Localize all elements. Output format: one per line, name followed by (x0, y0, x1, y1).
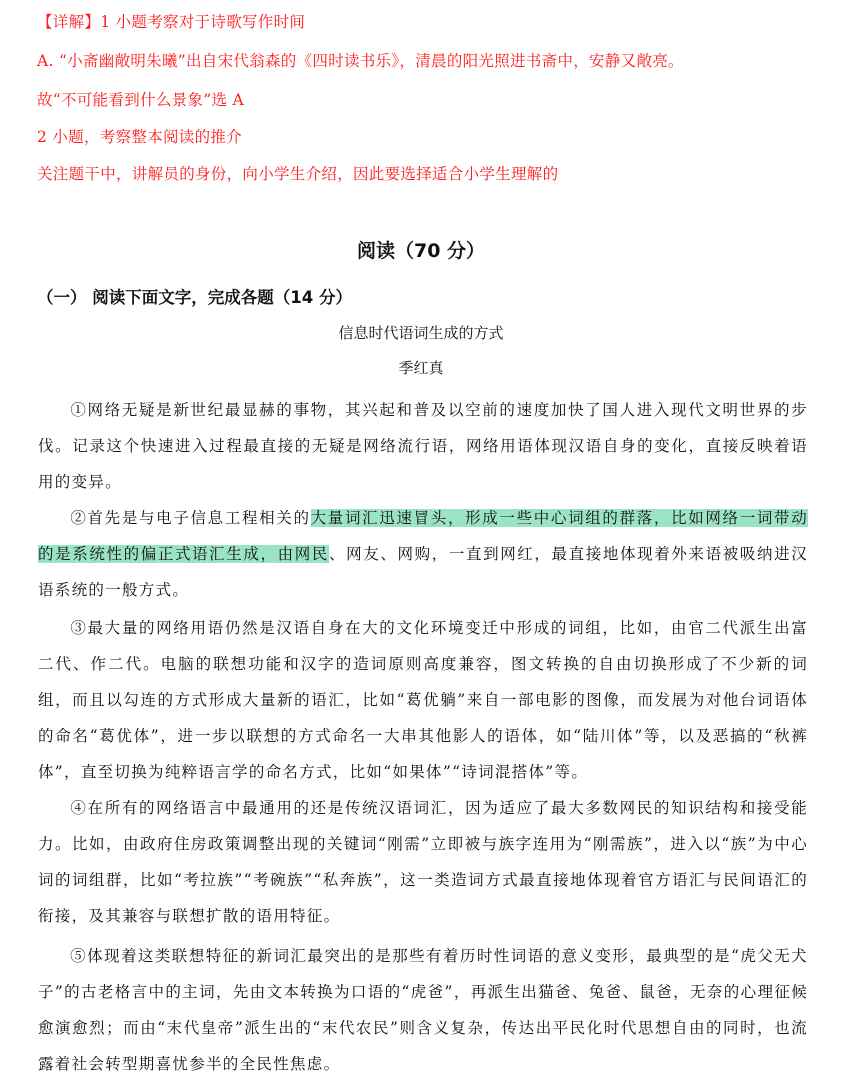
section-heading: （一） 阅读下面文字，完成各题（14 分） (37, 288, 352, 307)
paragraph-2-text-b: 、网友、网购，一直到网红，最直接地体现着外来语被吸纳进汉语系统的一般方式。 (38, 545, 808, 599)
paragraph-5-text: ⑤体现着这类联想特征的新词汇最突出的是那些有着历时性词语的意义变形，最典型的是“虎父无犬子”的古老格言中的主词，先由文本转换为口语的“虎爸”，再派生出猫爸、兔爸、鼠爸，无奈的心理征候愈演愈烈；而由“末代皇帝”派生出的“末代农民”则含义复杂，传达出平民化时代思想自由的同时，也流露着社会转型期喜忧参半的全民性焦虑。 (38, 947, 808, 1073)
paragraph-4-text: ④在所有的网络语言中最通用的还是传统汉语词汇，因为适应了最大多数网民的知识结构和接受能力。比如，由政府住房政策调整出现的关键词“刚需”立即被与族字连用为“刚需族”，进入以“族”为中心词的词组群，比如“考拉族”“考碗族”“私奔族”，这一类造词方式最直接地体现着官方语汇与民间语汇的衔接，及其兼容与联想扩散的语用特征。 (38, 799, 808, 925)
paragraph-2-text-a: ②首先是与电子信息工程相关的 (70, 509, 311, 527)
highlight-2: 形成一些中心词组的群落， (465, 509, 672, 527)
highlight-1: 大量词汇迅速冒头， (310, 509, 466, 527)
highlight-3: 比如网络一词带动的是系统性的偏正式语汇生成， (38, 509, 808, 563)
highlight-4: 由网民 (277, 545, 330, 563)
paragraph-1-text: ①网络无疑是新世纪最显赫的事物，其兴起和普及以空前的速度加快了国人进入现代文明世界的步伐。记录这个快速进入过程最直接的无疑是网络流行语，网络用语体现汉语自身的变化，直接反映着语用的变异。 (38, 401, 808, 491)
paragraph-2 (38, 500, 808, 608)
paragraph-4 (38, 790, 808, 934)
reading-title: 阅读（70 分） (356, 240, 486, 262)
explanation-line-1: 【详解】1 小题考察对于诗歌写作时间 (37, 13, 306, 31)
explanation-line-4: 2 小题，考察整本阅读的推介 (37, 128, 242, 146)
explanation-line-3: 故“不可能看到什么景象”选 A (37, 91, 244, 109)
explanation-line-5: 关注题干中，讲解员的身份，向小学生介绍，因此要选择适合小学生理解的 (37, 165, 559, 183)
article-author: 季红真 (398, 359, 444, 377)
paragraph-3 (38, 610, 808, 790)
explanation-line-2: A. “小斋幽敞明朱曦”出自宋代翁森的《四时读书乐》，清晨的阳光照进书斋中，安静又敞亮。 (37, 52, 684, 70)
article-title: 信息时代语词生成的方式 (338, 324, 504, 342)
paragraph-1 (38, 392, 808, 500)
paragraph-5 (38, 938, 808, 1082)
paragraph-3-text: ③最大量的网络用语仍然是汉语自身在大的文化环境变迁中形成的词组，比如，由官二代派生出富二代、作二代。电脑的联想功能和汉字的造词原则高度兼容，图文转换的自由切换形成了不少新的词组，而且以勾连的方式形成大量新的语汇，比如“葛优躺”来自一部电影的图像，而发展为对他台词语体的命名“葛优体”，进一步以联想的方式命名一大串其他影人的语体，如“陆川体”等，以及恶搞的“秋裤体”，直至切换为纯粹语言学的命名方式，比如“如果体”“诗词混搭体”等。 (38, 619, 808, 781)
